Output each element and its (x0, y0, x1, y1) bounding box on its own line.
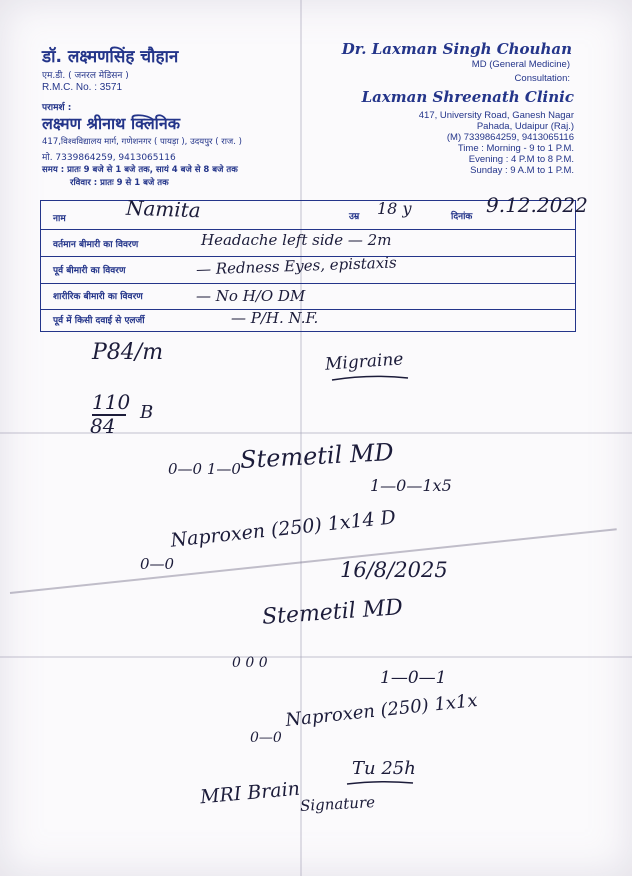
pulse-note: P84/m (92, 340, 164, 365)
degree-hindi: एम.डी. ( जनरल मेडिसन ) (42, 71, 129, 81)
clinic-name-english: Laxman Shreenath Clinic (361, 88, 574, 106)
bp-diastolic: 84 (90, 414, 116, 438)
diagnosis-note: Migraine (324, 349, 405, 375)
mobile-english: (M) 7339864259, 9413065116 (446, 132, 574, 143)
time-sunday: Sunday : 9 A.M to 1 P.M. (470, 165, 574, 176)
doctor-signature: Signature (299, 793, 376, 815)
mobile-hindi: मो. 7339864259, 9413065116 (42, 153, 176, 163)
physical-illness-label: शारीरिक बीमारी का विवरण (53, 292, 143, 302)
name-label: नाम (53, 214, 66, 224)
rx1-schedule: 1—0—1x5 (370, 476, 452, 495)
clinic-name-hindi: लक्ष्मण श्रीनाथ क्लिनिक (42, 114, 180, 133)
physical-illness-value: — No H/O DM (196, 287, 306, 305)
investigation-advice: MRI Brain (199, 777, 301, 809)
current-illness-value: Headache left side — 2m (201, 231, 392, 249)
rmc-number: R.M.C. No. : 3571 (42, 82, 123, 93)
doctor-name-hindi: डॉ. लक्ष्मणसिंह चौहान (42, 47, 179, 67)
rx4-medicine: Naproxen (250) 1x1x (284, 689, 479, 732)
date-label: दिनांक (451, 212, 473, 222)
time-evening: Evening : 4 P.M to 8 P.M. (468, 154, 574, 165)
age-label: उम्र (349, 212, 360, 222)
investigation-result: Tu 25h (352, 758, 416, 779)
form-row-divider (41, 229, 575, 230)
rx3-dose: 0 0 0 (232, 655, 268, 671)
sunday-timing-hindi: रविवार : प्रातः 9 से 1 बजे तक (70, 178, 169, 188)
doctor-name-english: Dr. Laxman Singh Chouhan (341, 40, 572, 58)
past-illness-label: पूर्व बीमारी का विवरण (53, 266, 126, 276)
address-line-2: Pahada, Udaipur (Raj.) (476, 121, 574, 132)
diagnosis-underline (330, 372, 410, 384)
consultation-label-hindi: परामर्श : (42, 103, 72, 113)
fold-line-horizontal (0, 656, 632, 658)
fold-line-vertical (300, 0, 302, 876)
degree-english: MD (General Medicine) (471, 59, 570, 70)
rx1-medicine: Stemetil MD (239, 437, 395, 475)
form-row-divider (41, 283, 575, 284)
bp-unit: B (140, 402, 154, 423)
rx4-dose: 0—0 (250, 730, 282, 746)
address-hindi: 417,विश्वविद्यालय मार्ग, गणेशनगर ( पायड़ा ), उदयपुर ( राज. ) (42, 137, 242, 147)
bp-systolic: 110 (92, 390, 131, 414)
address-line-1: 417, University Road, Ganesh Nagar (418, 110, 574, 121)
result-underline (345, 778, 415, 788)
rx3-schedule: 1—0—1 (380, 668, 447, 688)
patient-age-value: 18 y (377, 199, 412, 218)
consultation-label-english: Consultation: (514, 73, 570, 84)
patient-name-value: Namita (125, 195, 202, 223)
rx3-medicine: Stemetil MD (261, 595, 404, 630)
crease-line (10, 528, 617, 594)
rx1-dose: 0—0 1—0 (168, 460, 241, 478)
current-illness-label: वर्तमान बीमारी का विवरण (53, 240, 139, 250)
allergy-value: — P/H. N.F. (231, 309, 319, 327)
allergy-label: पूर्व में किसी दवाई से एलर्जी (53, 316, 145, 326)
past-illness-value: — Redness Eyes, epistaxis (195, 253, 397, 279)
visit-date-value: 9.12.2022 (486, 193, 588, 217)
followup-date: 16/8/2025 (340, 558, 448, 582)
patient-details-form (40, 193, 588, 332)
timing-hindi: समय : प्रातः 9 बजे से 1 बजे तक, सायं 4 बजे से 8 बजे तक (42, 165, 238, 175)
rx2-dose: 0—0 (140, 555, 175, 573)
rx2-medicine: Naproxen (250) 1x14 D (169, 506, 397, 552)
time-morning: Time : Morning - 9 to 1 P.M. (457, 143, 574, 154)
